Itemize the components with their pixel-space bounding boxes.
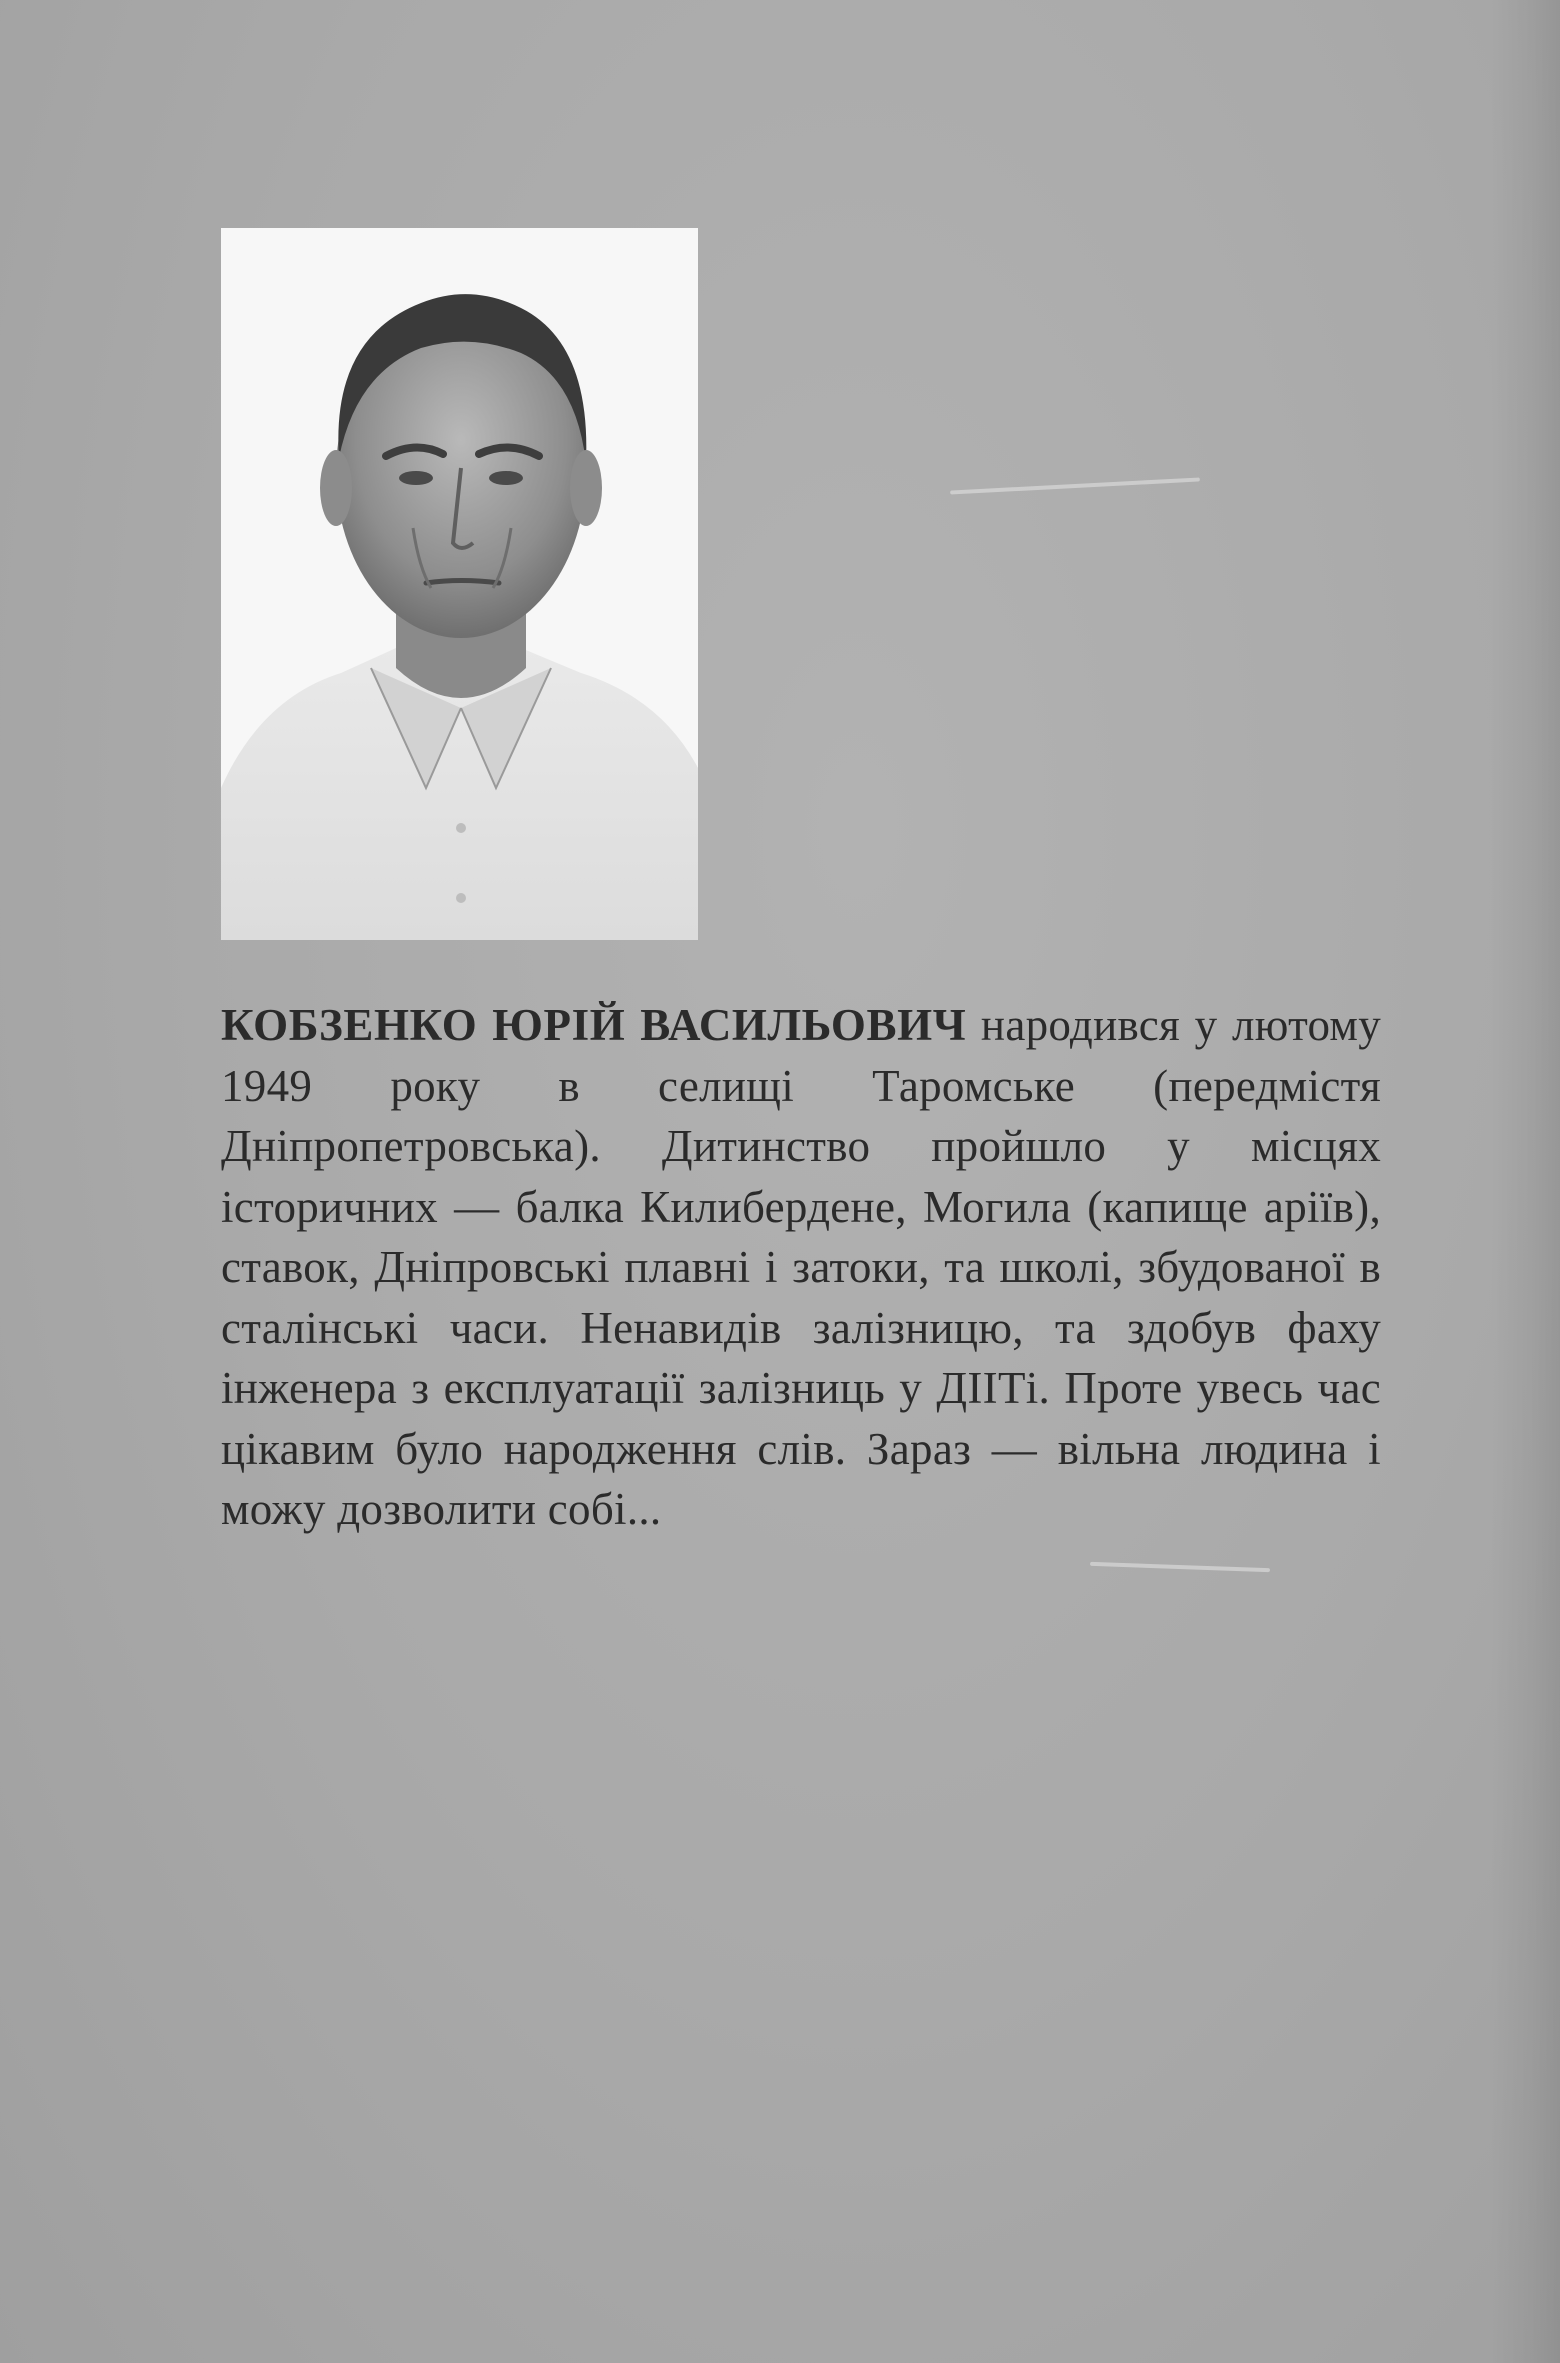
cover-edge-shadow — [1490, 0, 1560, 2363]
biography-text: народився у лютому 1949 року в селищі Таромське (передмістя Дніпропетровська). Дитинство пройшло у місцях історичних — балка Килибердене, Могила (капище аріїв), ставок, Дніпровські плавні і затоки, та школі, збудованої в сталінські часи. Ненавидів залізницю, та здобув фаху інженера з експлуатації залізниць у ДІІТі. Проте увесь час цікавим було народження слів. Зараз — вільна людина і можу дозволити собі... — [221, 1000, 1381, 1534]
cover-scuff — [1090, 1562, 1270, 1572]
author-biography — [221, 995, 1381, 1540]
author-name: КОБЗЕНКО ЮРІЙ ВАСИЛЬОВИЧ — [221, 1000, 967, 1050]
cover-scuff — [950, 477, 1200, 494]
author-photo — [221, 228, 698, 940]
